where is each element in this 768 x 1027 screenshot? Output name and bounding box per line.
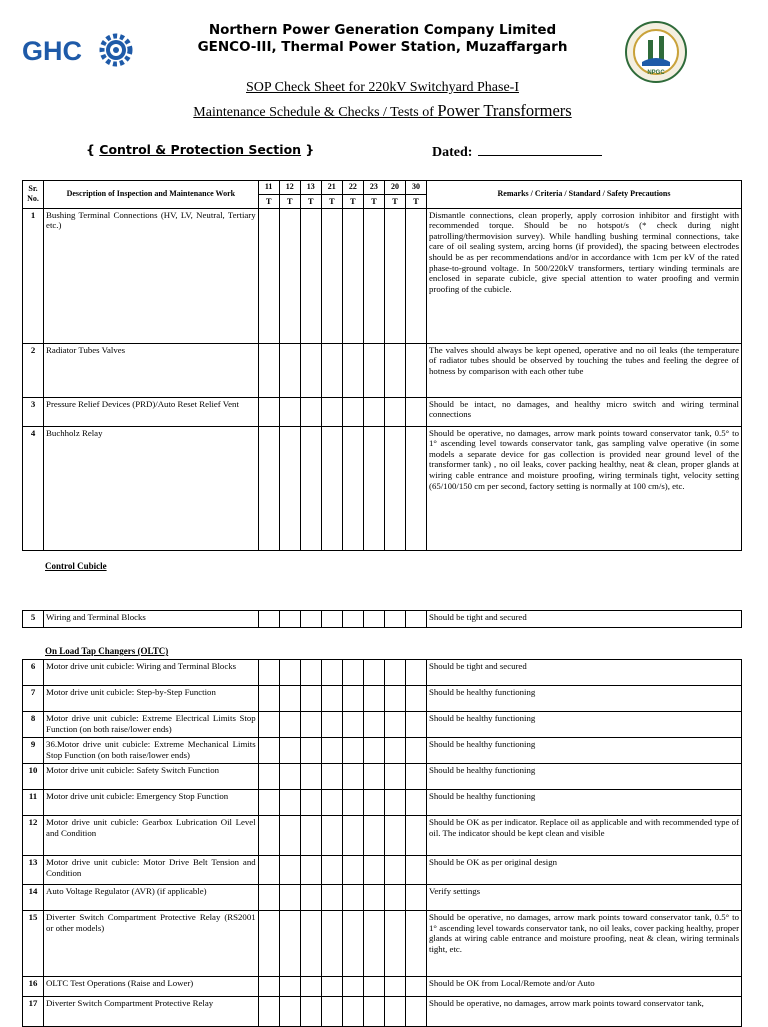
table-row (23, 397, 742, 426)
station-name: GENCO-III, Thermal Power Station, Muzaffargarh (197, 39, 568, 55)
row-description: Buchholz Relay (44, 426, 259, 550)
table-row (23, 660, 742, 686)
check-cell[interactable] (279, 997, 300, 1027)
row-remarks: Should be tight and secured (427, 611, 742, 628)
check-cell[interactable] (279, 660, 300, 686)
table-row (23, 343, 742, 397)
table-row (23, 885, 742, 911)
t-mark: T (300, 195, 321, 209)
row-sr-number: 15 (23, 911, 44, 977)
check-cell[interactable] (342, 738, 363, 764)
check-cell[interactable] (384, 397, 405, 426)
row-remarks: Should be operative, no damages, arrow mark points toward conservator tank, (427, 997, 742, 1027)
row-remarks: Should be OK as per original design (427, 856, 742, 885)
check-cell[interactable] (384, 816, 405, 856)
check-cell[interactable] (258, 977, 279, 997)
check-cell[interactable] (405, 426, 426, 550)
control-cubicle-heading: Control Cubicle (45, 561, 107, 571)
check-cell[interactable] (258, 712, 279, 738)
table-row (23, 977, 742, 997)
check-cell[interactable] (279, 712, 300, 738)
row-sr-number: 11 (23, 790, 44, 816)
row-remarks: Should be tight and secured (427, 660, 742, 686)
col-day: 30 (405, 181, 426, 195)
check-cell[interactable] (384, 885, 405, 911)
check-cell[interactable] (405, 686, 426, 712)
row-description: Motor drive unit cubicle: Safety Switch Function (44, 764, 259, 790)
check-cell[interactable] (258, 997, 279, 1027)
check-cell[interactable] (342, 686, 363, 712)
row-sr-number: 5 (23, 611, 44, 628)
row-remarks: Should be OK as per indicator. Replace oil as applicable and with recommended type of oil. The indicator should be kept clean and visible (427, 816, 742, 856)
check-cell[interactable] (405, 790, 426, 816)
row-description: Auto Voltage Regulator (AVR) (if applicable) (44, 885, 259, 911)
section-row (0, 142, 768, 162)
check-cell[interactable] (321, 397, 342, 426)
dated-field (432, 142, 602, 161)
check-cell[interactable] (258, 885, 279, 911)
check-cell[interactable] (300, 611, 321, 628)
check-cell[interactable] (279, 977, 300, 997)
check-cell[interactable] (363, 660, 384, 686)
row-sr-number: 8 (23, 712, 44, 738)
col-day: 20 (384, 181, 405, 195)
row-description: Diverter Switch Compartment Protective Relay (44, 997, 259, 1027)
row-description: OLTC Test Operations (Raise and Lower) (44, 977, 259, 997)
check-cell[interactable] (321, 686, 342, 712)
check-cell[interactable] (384, 856, 405, 885)
table-row (23, 816, 742, 856)
t-mark: T (363, 195, 384, 209)
gear-icon (102, 36, 130, 64)
row-remarks: Dismantle connections, clean properly, apply corrosion inhibitor and firstight with recommended torque. Should be no hotspot/s (* check during night patrolling/thermovision survey). While handling bushing terminal connections, take care of oil sealing system, arcing horns (if provided), the spacing between electrodes should be as per recommendations and/or in accordance with 1cm per kV of the rated phase-to-ground voltage. In 500/220kV transformers, tertiary winding terminals are enclosed in separate cubicle, give special attention to water proofing and vermin proofing of the cubicle. (427, 208, 742, 343)
row-sr-number: 2 (23, 343, 44, 397)
check-cell[interactable] (321, 208, 342, 343)
check-cell[interactable] (300, 712, 321, 738)
check-cell[interactable] (279, 911, 300, 977)
check-cell[interactable] (405, 764, 426, 790)
row-description: Bushing Terminal Connections (HV, LV, Neutral, Tertiary etc.) (44, 208, 259, 343)
check-cell[interactable] (342, 911, 363, 977)
check-cell[interactable] (405, 885, 426, 911)
row-sr-number: 6 (23, 660, 44, 686)
check-cell[interactable] (384, 738, 405, 764)
check-cell[interactable] (363, 343, 384, 397)
check-cell[interactable] (258, 911, 279, 977)
check-cell[interactable] (405, 611, 426, 628)
check-cell[interactable] (363, 997, 384, 1027)
row-description: Wiring and Terminal Blocks (44, 611, 259, 628)
t-mark: T (342, 195, 363, 209)
check-cell[interactable] (363, 764, 384, 790)
check-cell[interactable] (321, 856, 342, 885)
row-description: Motor drive unit cubicle: Emergency Stop Function (44, 790, 259, 816)
check-cell[interactable] (405, 208, 426, 343)
check-cell[interactable] (363, 686, 384, 712)
check-cell[interactable] (384, 977, 405, 997)
row-description: Motor drive unit cubicle: Gearbox Lubrication Oil Level and Condition (44, 816, 259, 856)
row-remarks: Should be healthy functioning (427, 712, 742, 738)
col-day: 11 (258, 181, 279, 195)
table-row (23, 997, 742, 1027)
row-remarks: Should be intact, no damages, and healthy micro switch and wiring terminal connections (427, 397, 742, 426)
row-sr-number: 1 (23, 208, 44, 343)
check-cell[interactable] (384, 343, 405, 397)
check-cell[interactable] (300, 397, 321, 426)
check-cell[interactable] (405, 911, 426, 977)
check-cell[interactable] (363, 426, 384, 550)
check-cell[interactable] (384, 764, 405, 790)
table-row (23, 611, 742, 628)
check-cell[interactable] (384, 997, 405, 1027)
check-cell[interactable] (300, 790, 321, 816)
seal-label: NPGC (647, 70, 665, 76)
check-cell[interactable] (363, 738, 384, 764)
check-cell[interactable] (384, 611, 405, 628)
check-cell[interactable] (300, 977, 321, 997)
check-cell[interactable] (321, 977, 342, 997)
table-row (23, 712, 742, 738)
check-cell[interactable] (300, 856, 321, 885)
check-cell[interactable] (258, 660, 279, 686)
check-cell[interactable] (384, 208, 405, 343)
inspection-table (22, 180, 742, 551)
check-cell[interactable] (258, 611, 279, 628)
check-cell[interactable] (342, 712, 363, 738)
dated-blank-line (478, 142, 602, 156)
check-cell[interactable] (363, 816, 384, 856)
company-name: Northern Power Generation Company Limited (208, 22, 557, 38)
check-cell[interactable] (405, 397, 426, 426)
row-sr-number: 12 (23, 816, 44, 856)
check-cell[interactable] (405, 660, 426, 686)
check-cell[interactable] (279, 885, 300, 911)
row-sr-number: 17 (23, 997, 44, 1027)
check-cell[interactable] (258, 686, 279, 712)
check-cell[interactable] (279, 343, 300, 397)
check-cell[interactable] (300, 764, 321, 790)
row-description: 36.Motor drive unit cubicle: Extreme Mechanical Limits Stop Function (on both raise/lower ends) (44, 738, 259, 764)
check-cell[interactable] (363, 611, 384, 628)
check-cell[interactable] (405, 816, 426, 856)
check-cell[interactable] (342, 764, 363, 790)
col-sr: Sr. No. (23, 181, 44, 209)
table-row (23, 426, 742, 550)
row-sr-number: 9 (23, 738, 44, 764)
t-mark: T (384, 195, 405, 209)
oltc-heading: On Load Tap Changers (OLTC) (45, 646, 169, 656)
check-cell[interactable] (363, 397, 384, 426)
check-cell[interactable] (279, 764, 300, 790)
check-cell[interactable] (363, 712, 384, 738)
check-cell[interactable] (342, 885, 363, 911)
row-remarks: The valves should always be kept opened, operative and no oil leaks (the temperature of radiator tubes should be observed by touching the tubes and feeling the degree of hotness by comparison with each other tube (427, 343, 742, 397)
row-sr-number: 16 (23, 977, 44, 997)
check-cell[interactable] (363, 790, 384, 816)
check-cell[interactable] (384, 686, 405, 712)
check-cell[interactable] (258, 856, 279, 885)
check-cell[interactable] (300, 426, 321, 550)
table-row (23, 686, 742, 712)
table-row (23, 208, 742, 343)
check-cell[interactable] (342, 208, 363, 343)
check-cell[interactable] (321, 911, 342, 977)
check-cell[interactable] (342, 397, 363, 426)
check-cell[interactable] (321, 764, 342, 790)
row-remarks: Should be OK from Local/Remote and/or Auto (427, 977, 742, 997)
check-cell[interactable] (405, 977, 426, 997)
check-cell[interactable] (279, 738, 300, 764)
check-cell[interactable] (258, 426, 279, 550)
check-cell[interactable] (300, 686, 321, 712)
check-cell[interactable] (321, 343, 342, 397)
check-cell[interactable] (258, 343, 279, 397)
t-mark: T (258, 195, 279, 209)
row-sr-number: 4 (23, 426, 44, 550)
check-cell[interactable] (321, 712, 342, 738)
check-cell[interactable] (405, 856, 426, 885)
check-cell[interactable] (258, 790, 279, 816)
row-remarks: Should be healthy functioning (427, 790, 742, 816)
check-cell[interactable] (321, 738, 342, 764)
check-cell[interactable] (279, 856, 300, 885)
row-remarks: Should be healthy functioning (427, 764, 742, 790)
row-remarks: Should be operative, no damages, arrow mark points toward conservator tank, 0.5° to 1° ascending level towards conservator tank, no oil leaks, cover packing healthy, proper glands at wiring cable entrance and moisture proofing, neat & clean, wiring terminals tight, etc. (427, 911, 742, 977)
col-day: 12 (279, 181, 300, 195)
row-sr-number: 3 (23, 397, 44, 426)
check-cell[interactable] (405, 343, 426, 397)
check-cell[interactable] (258, 764, 279, 790)
col-day: 21 (321, 181, 342, 195)
row-sr-number: 13 (23, 856, 44, 885)
sop-title: SOP Check Sheet for 220kV Switchyard Phase-I (246, 80, 519, 95)
check-cell[interactable] (363, 911, 384, 977)
check-cell[interactable] (258, 208, 279, 343)
check-cell[interactable] (384, 426, 405, 550)
col-day: 13 (300, 181, 321, 195)
check-cell[interactable] (363, 856, 384, 885)
check-cell[interactable] (384, 790, 405, 816)
ghc-logo (20, 28, 138, 72)
check-cell[interactable] (384, 660, 405, 686)
check-cell[interactable] (321, 426, 342, 550)
col-day: 23 (363, 181, 384, 195)
row-remarks: Should be healthy functioning (427, 738, 742, 764)
check-cell[interactable] (405, 712, 426, 738)
t-mark: T (321, 195, 342, 209)
check-cell[interactable] (342, 977, 363, 997)
check-cell[interactable] (279, 208, 300, 343)
row-description: Pressure Relief Devices (PRD)/Auto Reset Relief Vent (44, 397, 259, 426)
table-row (23, 790, 742, 816)
check-cell[interactable] (300, 660, 321, 686)
schedule-title: Maintenance Schedule & Checks / Tests of Power Transformers (193, 101, 572, 120)
check-cell[interactable] (300, 343, 321, 397)
table-row (23, 911, 742, 977)
table-row (23, 738, 742, 764)
col-remarks: Remarks / Criteria / Standard / Safety Precautions (427, 181, 742, 209)
row-description: Motor drive unit cubicle: Step-by-Step Function (44, 686, 259, 712)
check-cell[interactable] (279, 611, 300, 628)
row-description: Radiator Tubes Valves (44, 343, 259, 397)
check-cell[interactable] (363, 977, 384, 997)
check-cell[interactable] (342, 856, 363, 885)
check-cell[interactable] (342, 790, 363, 816)
table-row (23, 764, 742, 790)
check-cell[interactable] (279, 790, 300, 816)
col-day: 22 (342, 181, 363, 195)
check-cell[interactable] (300, 911, 321, 977)
table-row (23, 856, 742, 885)
t-mark: T (405, 195, 426, 209)
check-cell[interactable] (363, 885, 384, 911)
logo-text: GHC (22, 36, 82, 66)
check-cell[interactable] (300, 208, 321, 343)
check-cell[interactable] (405, 997, 426, 1027)
check-cell[interactable] (342, 660, 363, 686)
dated-label: Dated: (432, 145, 473, 160)
check-cell[interactable] (279, 426, 300, 550)
check-cell[interactable] (321, 816, 342, 856)
check-cell[interactable] (321, 885, 342, 911)
check-cell[interactable] (279, 397, 300, 426)
row-remarks: Should be operative, no damages, arrow mark points toward conservator tank, 0.5° to 1° ascending level towards conservator tank, gas sampling valve operative (in some models a separate device for gas collection is provided near ground level of the transformer tank) , no oil leaks, cover packing healthy, neat & clean, proper glands at wiring cable entrance and moisture proofing, wiring terminals tight, velocity setting (65/100/150 cm per second, factory setting is normally at 100 cm/s), etc. (427, 426, 742, 550)
row-remarks: Verify settings (427, 885, 742, 911)
control-cubicle-table (22, 610, 742, 628)
check-cell[interactable] (342, 426, 363, 550)
oltc-table (22, 659, 742, 1027)
row-sr-number: 14 (23, 885, 44, 911)
check-cell[interactable] (342, 997, 363, 1027)
check-cell[interactable] (342, 816, 363, 856)
section-name: { Control & Protection Section } (86, 142, 315, 157)
check-cell[interactable] (321, 611, 342, 628)
row-description: Motor drive unit cubicle: Extreme Electrical Limits Stop Function (on both raise/lower ends) (44, 712, 259, 738)
check-cell[interactable] (384, 911, 405, 977)
check-cell[interactable] (321, 790, 342, 816)
check-cell[interactable] (300, 738, 321, 764)
header-row-days (23, 181, 742, 195)
check-cell[interactable] (258, 816, 279, 856)
check-cell[interactable] (258, 738, 279, 764)
check-cell[interactable] (300, 997, 321, 1027)
check-cell[interactable] (300, 885, 321, 911)
row-remarks: Should be healthy functioning (427, 686, 742, 712)
company-seal (624, 20, 688, 84)
row-description: Motor drive unit cubicle: Wiring and Terminal Blocks (44, 660, 259, 686)
check-cell[interactable] (405, 738, 426, 764)
check-cell[interactable] (342, 611, 363, 628)
row-description: Diverter Switch Compartment Protective Relay (RS2001 or other models) (44, 911, 259, 977)
check-cell[interactable] (321, 997, 342, 1027)
check-cell[interactable] (342, 343, 363, 397)
row-description: Motor drive unit cubicle: Motor Drive Belt Tension and Condition (44, 856, 259, 885)
row-sr-number: 7 (23, 686, 44, 712)
check-cell[interactable] (279, 686, 300, 712)
check-cell[interactable] (384, 712, 405, 738)
check-cell[interactable] (279, 816, 300, 856)
t-mark: T (279, 195, 300, 209)
col-description: Description of Inspection and Maintenance Work (44, 181, 259, 209)
company-heading (140, 22, 625, 56)
check-cell[interactable] (321, 660, 342, 686)
check-cell[interactable] (300, 816, 321, 856)
check-cell[interactable] (363, 208, 384, 343)
row-sr-number: 10 (23, 764, 44, 790)
document-header (0, 0, 768, 130)
check-cell[interactable] (258, 397, 279, 426)
